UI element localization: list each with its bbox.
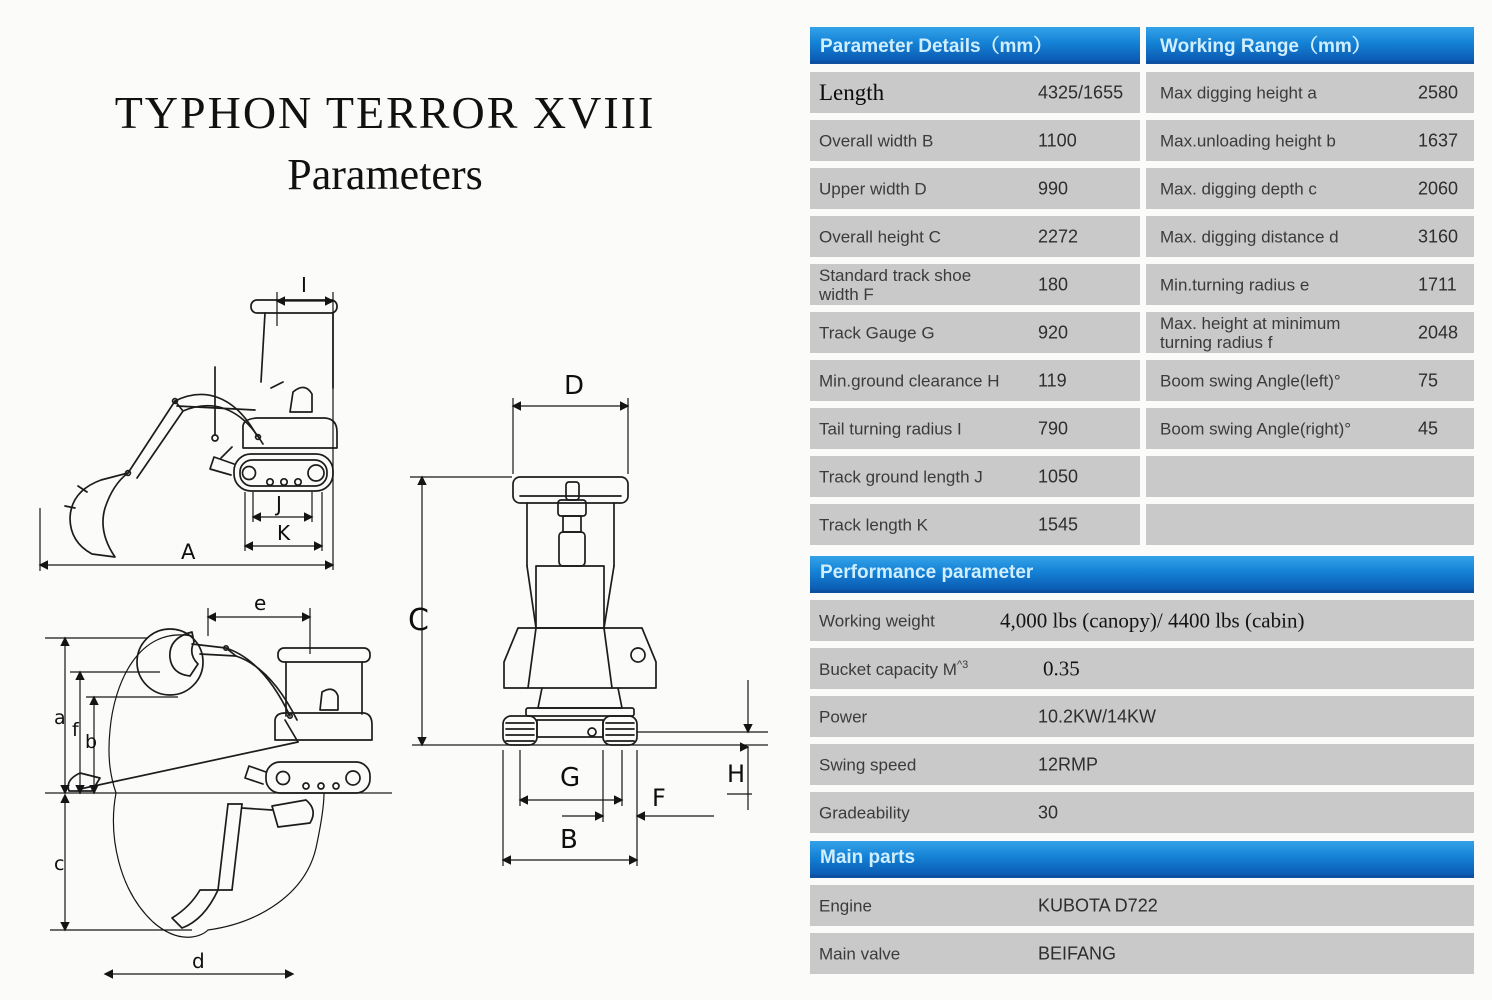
working-range-diagram — [20, 592, 400, 1000]
performance-row — [810, 696, 1474, 737]
spec-range-value: 75 — [1418, 370, 1439, 390]
main-parts-value: BEIFANG — [1038, 943, 1117, 963]
main-parts-header-label: Main parts — [820, 847, 916, 868]
performance-row — [810, 744, 1474, 785]
superscript: ^3 — [956, 658, 969, 671]
table-header-right-label: Working Range（mm） — [1160, 35, 1371, 57]
performance-value: 12RMP — [1038, 754, 1099, 774]
spec-param-label: Track Gauge G — [819, 322, 935, 342]
performance-label: Gradeability — [819, 802, 910, 822]
spec-param-label: Track length K — [819, 514, 928, 534]
dim-label-C: C — [408, 603, 429, 638]
dim-label-f: f — [72, 719, 79, 741]
dim-label-b: b — [85, 731, 98, 753]
main-parts-section-header — [810, 841, 1474, 878]
spec-param-value: 4325/1655 — [1038, 82, 1124, 102]
performance-value: 30 — [1038, 802, 1059, 822]
spec-param-label: Overall height C — [819, 226, 941, 246]
spec-param-value: 1100 — [1038, 130, 1077, 150]
spec-param-value: 790 — [1038, 418, 1069, 438]
spec-param-value: 119 — [1038, 370, 1067, 390]
performance-label: Bucket capacity $M^{\^{}3}$ — [819, 658, 969, 679]
spec-param-value: 180 — [1038, 274, 1069, 294]
spec-range-value: 45 — [1418, 418, 1439, 438]
spec-range-label: Max. height at minimum turning radius f — [1160, 313, 1341, 352]
excavator-front-drawing — [503, 477, 656, 745]
spec-param-label: Track ground length J — [819, 466, 983, 486]
side-view-diagram — [25, 270, 355, 580]
dim-label-e: e — [254, 592, 267, 615]
table-header-working-range — [1146, 27, 1474, 64]
spec-range-value: 2048 — [1418, 322, 1459, 342]
spec-param-value: 920 — [1038, 322, 1069, 342]
performance-row — [810, 600, 1474, 641]
performance-label: Power — [819, 706, 868, 726]
dim-label-a: a — [54, 707, 66, 729]
main-parts-value: KUBOTA D722 — [1038, 895, 1158, 915]
main-parts-row — [810, 933, 1474, 974]
dim-label-D: D — [564, 371, 585, 401]
page-title-line1: TYPHON TERROR XVIII — [114, 87, 656, 138]
dim-label-K: K — [277, 521, 291, 545]
spec-param-label: Tail turning radius I — [819, 418, 962, 438]
spec-param-value: 2272 — [1038, 226, 1079, 246]
spec-param-label: Min.ground clearance H — [819, 370, 1000, 390]
spec-range-value: 1637 — [1418, 130, 1459, 150]
spec-range-label: Boom swing Angle(left)° — [1160, 370, 1341, 390]
performance-value: 0.35 — [1043, 656, 1080, 680]
spec-param-label: Length — [819, 79, 885, 105]
page-title — [55, 86, 715, 200]
spec-param-value: 1545 — [1038, 514, 1079, 534]
performance-label: Swing speed — [819, 754, 917, 774]
table-header-parameter-details — [810, 27, 1140, 64]
range-dimension-lines — [45, 608, 392, 974]
spec-param-value: 990 — [1038, 178, 1069, 198]
performance-row — [810, 648, 1474, 689]
performance-value: 10.2KW/14KW — [1038, 706, 1157, 726]
spec-param-label: Standard track shoe width F — [819, 265, 972, 304]
spec-range-value: 2060 — [1418, 178, 1459, 198]
spec-range-value: 2580 — [1418, 82, 1459, 102]
dim-label-c: c — [54, 853, 65, 875]
main-parts-row — [810, 885, 1474, 926]
dim-label-I: I — [301, 273, 307, 297]
main-parts-label: Engine — [819, 895, 872, 915]
dim-label-A: A — [181, 540, 196, 564]
excavator-range-drawing — [68, 629, 372, 928]
table-header-left-label: Parameter Details（mm） — [820, 35, 1053, 57]
performance-row — [810, 792, 1474, 833]
performance-value: 4,000 lbs (canopy)/ 4400 lbs (cabin) — [1000, 608, 1305, 632]
spec-range-label: Max. digging distance d — [1160, 226, 1339, 246]
dim-label-G: G — [560, 763, 581, 793]
spec-param-label: Upper width D — [819, 178, 927, 198]
performance-label: Working weight — [819, 610, 935, 630]
spec-param-value: 1050 — [1038, 466, 1079, 486]
dim-label-H: H — [727, 760, 746, 788]
spec-range-label: Max. digging depth c — [1160, 178, 1317, 198]
front-view-dimension-lines — [410, 398, 768, 866]
dim-label-F: F — [652, 784, 666, 812]
front-view-diagram — [400, 370, 780, 890]
spec-range-label: Boom swing Angle(right)° — [1160, 418, 1352, 438]
excavator-side-drawing — [65, 300, 337, 557]
spec-param-label: Overall width B — [819, 130, 934, 150]
performance-section-header — [810, 556, 1474, 593]
dim-label-B: B — [560, 825, 578, 855]
dim-label-J: J — [276, 492, 282, 516]
spec-range-label: Max.unloading height b — [1160, 130, 1336, 150]
spec-range-value: 3160 — [1418, 226, 1459, 246]
page-title-line2: Parameters — [287, 150, 483, 199]
performance-header-label: Performance parameter — [820, 562, 1034, 583]
spec-tables-panel — [810, 0, 1474, 1000]
spec-range-label: Max digging height a — [1160, 82, 1317, 102]
main-parts-label: Main valve — [819, 943, 901, 963]
dim-label-d: d — [192, 949, 205, 973]
spec-range-value: 1711 — [1418, 274, 1457, 294]
spec-range-label: Min.turning radius e — [1160, 274, 1310, 294]
